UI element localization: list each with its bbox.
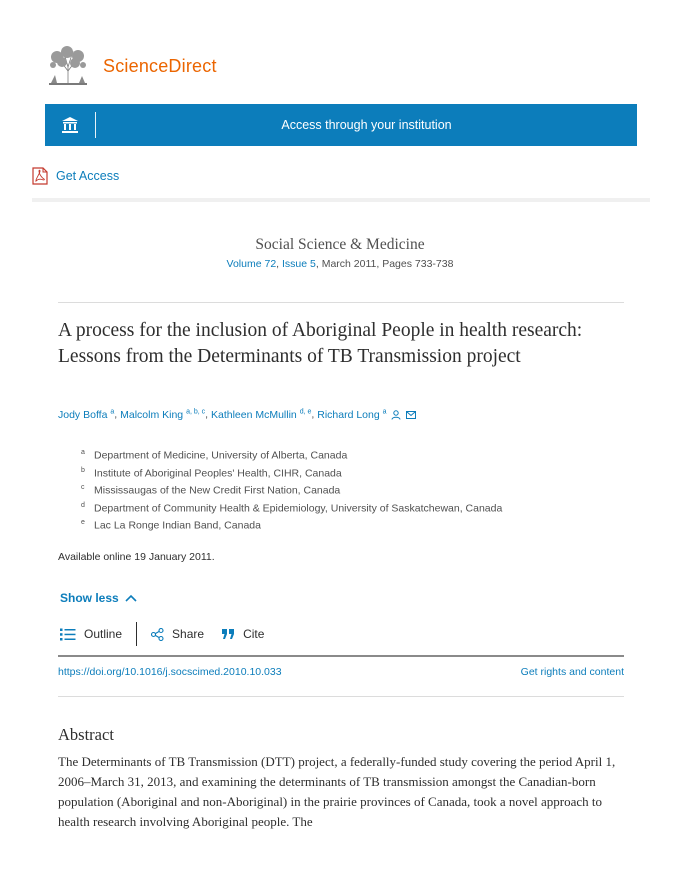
affiliation-item: $^b$ Institute of Aboriginal Peoples' Health, CIHR, Canada bbox=[81, 466, 342, 480]
author-link[interactable]: Malcolm King $^{a, b, c}$ bbox=[120, 408, 206, 421]
header-separator bbox=[32, 198, 650, 202]
quote-icon bbox=[222, 629, 235, 639]
institution-icon bbox=[45, 104, 95, 146]
divider bbox=[58, 302, 624, 303]
access-label: Access through your institution bbox=[281, 118, 452, 132]
cite-label: Cite bbox=[243, 627, 265, 641]
author-list: Jody Boffa $^a$, Malcolm King $^{a, b, c}$, Kathleen McMullin $^{d, e}$, Richard Long $^a$ bbox=[58, 408, 416, 421]
author-link[interactable]: Kathleen McMullin $^{d, e}$ bbox=[210, 408, 312, 421]
cite-button[interactable] bbox=[222, 627, 264, 641]
issue-link[interactable]: Issue 5 bbox=[282, 258, 316, 270]
abstract-text: The Determinants of TB Transmission (DTT) project, a federally-funded study covering the period April 1, 2006–March 31, 2013, and examining the determinants of TB transmission amongst the Canadian-born population (Aboriginal and non-Aboriginal) in the prairie provinces of Canada, took a novel approach to health research involving Aboriginal people. The bbox=[58, 754, 616, 829]
person-icon[interactable] bbox=[391, 410, 401, 420]
get-access-link[interactable] bbox=[32, 167, 119, 185]
abstract-heading: Abstract bbox=[58, 725, 114, 744]
rights-link[interactable]: Get rights and content bbox=[520, 666, 624, 678]
show-less-label: Show less bbox=[60, 591, 119, 605]
show-less-button[interactable] bbox=[60, 591, 137, 605]
article-toolbar bbox=[60, 622, 264, 646]
outline-button[interactable] bbox=[60, 627, 122, 641]
available-online: Available online 19 January 2011. bbox=[58, 551, 215, 563]
author-link[interactable]: Jody Boffa $^a$ bbox=[58, 408, 115, 421]
volume-link[interactable]: Volume 72 bbox=[226, 258, 277, 270]
doi-link[interactable]: https://doi.org/10.1016/j.socscimed.2010.10.033 bbox=[58, 666, 282, 678]
toolbar-divider bbox=[136, 622, 137, 646]
affiliation-item: $^c$ Mississaugas of the New Credit First Nation, Canada bbox=[81, 484, 341, 497]
share-button[interactable] bbox=[151, 627, 204, 641]
elsevier-tree-logo[interactable] bbox=[45, 45, 91, 87]
divider bbox=[58, 696, 624, 697]
affiliation-item: $^a$ Department of Medicine, University of Alberta, Canada bbox=[81, 449, 348, 462]
journal-title[interactable]: Social Science & Medicine bbox=[255, 236, 425, 253]
institution-access-bar[interactable] bbox=[45, 104, 637, 146]
chevron-up-icon bbox=[125, 594, 137, 602]
date-pages: , March 2011, Pages 733-738 bbox=[315, 258, 454, 270]
pdf-icon bbox=[32, 167, 48, 185]
share-label: Share bbox=[172, 627, 205, 641]
site-header bbox=[45, 44, 217, 88]
email-icon[interactable] bbox=[406, 411, 416, 419]
share-icon bbox=[151, 628, 164, 641]
author-link[interactable]: Richard Long $^a$ bbox=[317, 408, 387, 421]
outline-label: Outline bbox=[84, 627, 123, 641]
affiliation-list bbox=[81, 444, 502, 532]
affiliation-item: $^e$ Lac La Ronge Indian Band, Canada bbox=[81, 519, 261, 532]
volume-line: Volume 72, Issue 5, March 2011, Pages 733-738 bbox=[226, 258, 454, 270]
article-title: A process for the inclusion of Aboriginal People in health research: Lessons from the Determinants of TB Transmission project bbox=[58, 320, 583, 367]
doi-rule bbox=[58, 655, 624, 657]
get-access-label: Get Access bbox=[56, 169, 120, 183]
list-icon bbox=[60, 628, 76, 641]
brand-name[interactable]: ScienceDirect bbox=[103, 55, 217, 76]
access-divider bbox=[95, 112, 96, 138]
affiliation-item: $^d$ Department of Community Health & Epidemiology, University of Saskatchewan, Canada bbox=[81, 501, 503, 515]
